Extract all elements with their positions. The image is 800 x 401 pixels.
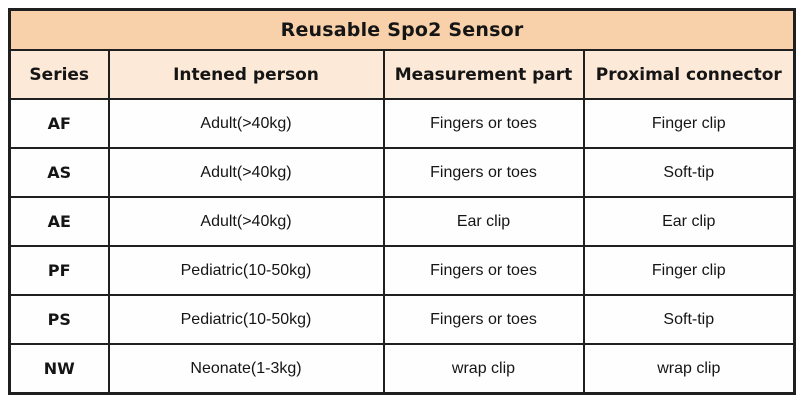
spec-table-container bbox=[8, 8, 796, 395]
intended-person-cell: Adult(>40kg) bbox=[109, 99, 384, 148]
measurement-part-cell: Fingers or toes bbox=[384, 99, 584, 148]
measurement-part-cell: wrap clip bbox=[384, 344, 584, 394]
measurement-part-cell: Fingers or toes bbox=[384, 246, 584, 295]
proximal-connector-cell: Soft-tip bbox=[584, 148, 795, 197]
table-title: Reusable Spo2 Sensor bbox=[10, 10, 795, 51]
intended-person-cell: Adult(>40kg) bbox=[109, 197, 384, 246]
intended-person-cell: Adult(>40kg) bbox=[109, 148, 384, 197]
series-cell: PS bbox=[10, 295, 109, 344]
column-header-proximal-connector: Proximal connector bbox=[584, 50, 795, 99]
series-cell: PF bbox=[10, 246, 109, 295]
table-title-row bbox=[10, 10, 795, 51]
intended-person-cell: Pediatric(10-50kg) bbox=[109, 295, 384, 344]
series-cell: AS bbox=[10, 148, 109, 197]
column-header-series: Series bbox=[10, 50, 109, 99]
proximal-connector-cell: Soft-tip bbox=[584, 295, 795, 344]
series-cell: AF bbox=[10, 99, 109, 148]
measurement-part-cell: Fingers or toes bbox=[384, 148, 584, 197]
proximal-connector-cell: Ear clip bbox=[584, 197, 795, 246]
column-header-measurement-part: Measurement part bbox=[384, 50, 584, 99]
table-header-row bbox=[10, 50, 795, 99]
column-header-intended-person: Intened person bbox=[109, 50, 384, 99]
table-body bbox=[10, 10, 795, 394]
proximal-connector-cell: wrap clip bbox=[584, 344, 795, 394]
intended-person-cell: Neonate(1-3kg) bbox=[109, 344, 384, 394]
table-row bbox=[10, 197, 795, 246]
proximal-connector-cell: Finger clip bbox=[584, 246, 795, 295]
table-row bbox=[10, 344, 795, 394]
measurement-part-cell: Ear clip bbox=[384, 197, 584, 246]
series-cell: NW bbox=[10, 344, 109, 394]
proximal-connector-cell: Finger clip bbox=[584, 99, 795, 148]
table-row bbox=[10, 295, 795, 344]
table-row bbox=[10, 148, 795, 197]
intended-person-cell: Pediatric(10-50kg) bbox=[109, 246, 384, 295]
table-row bbox=[10, 246, 795, 295]
series-cell: AE bbox=[10, 197, 109, 246]
table-row bbox=[10, 99, 795, 148]
measurement-part-cell: Fingers or toes bbox=[384, 295, 584, 344]
spo2-sensor-spec-table bbox=[8, 8, 796, 395]
